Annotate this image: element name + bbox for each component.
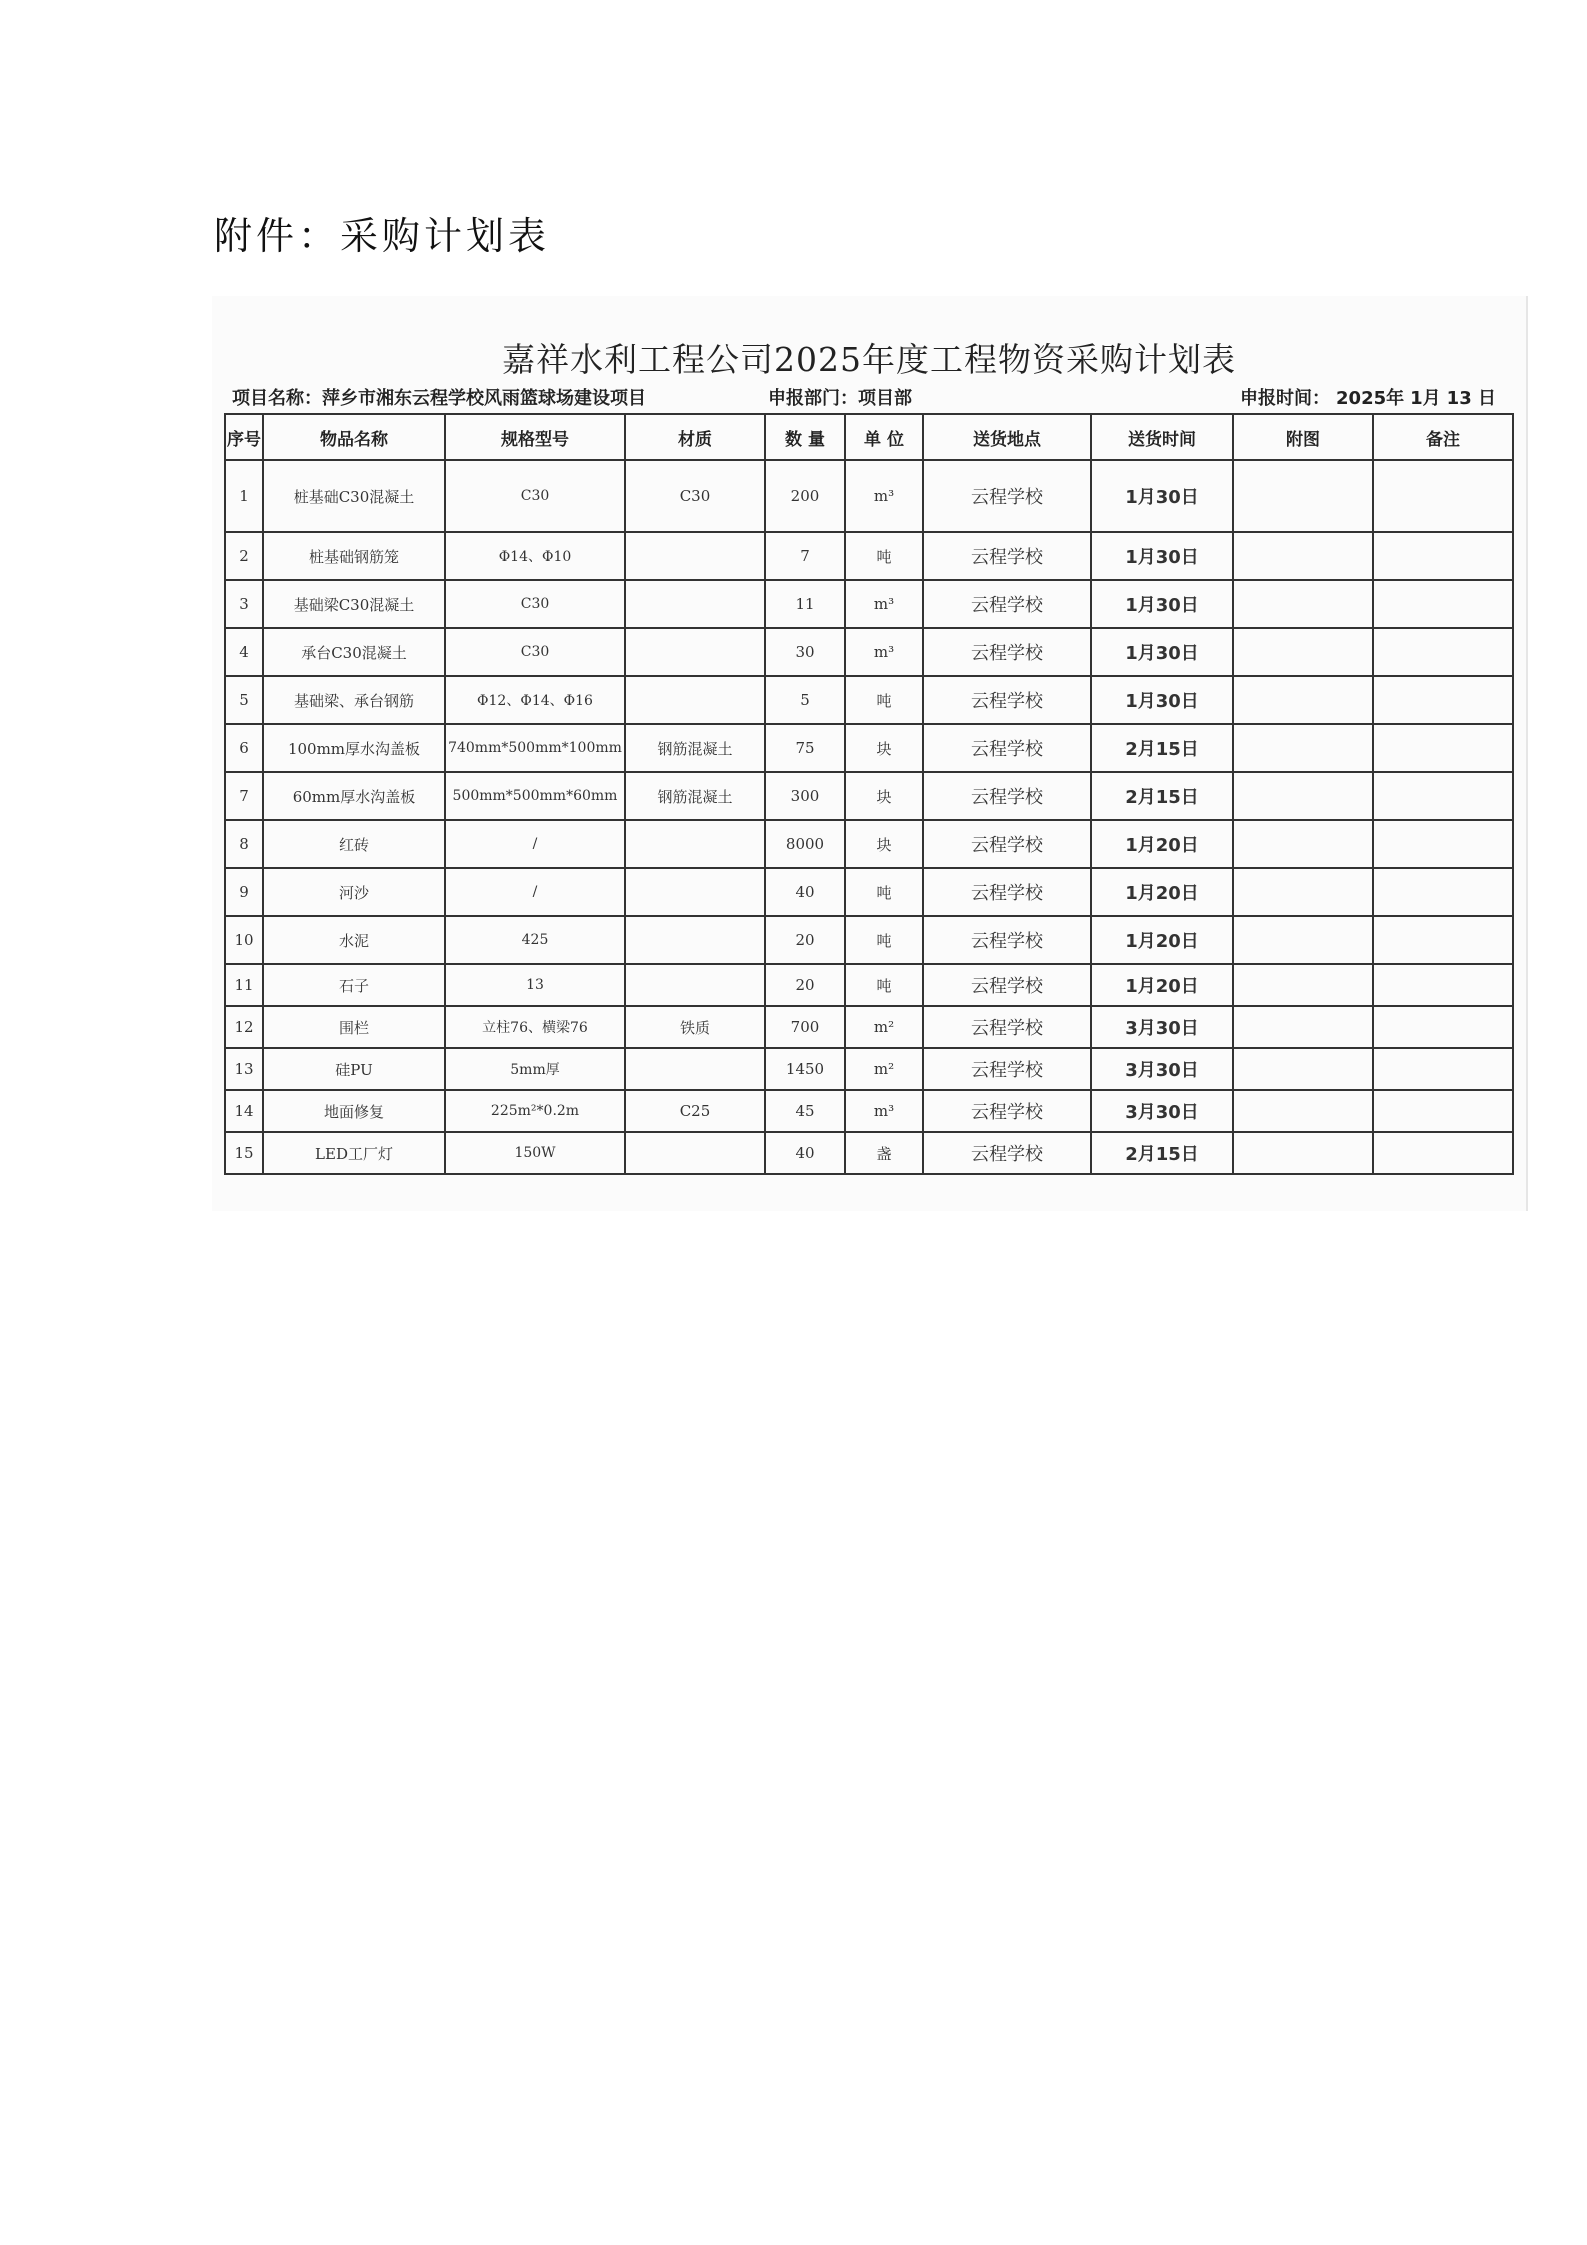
cell-remarks [1373,580,1513,628]
cell-unit: 吨 [845,916,923,964]
cell-quantity: 1450 [765,1048,845,1090]
table-row [225,868,1513,916]
cell-attachment [1233,916,1373,964]
project-name [232,384,646,410]
cell-unit: 吨 [845,676,923,724]
cell-unit: m³ [845,460,923,532]
header-attachment: 附图 [1233,414,1373,460]
cell-item-name: 桩基础钢筋笼 [263,532,445,580]
report-department [768,384,912,410]
cell-unit: m³ [845,628,923,676]
cell-material: C30 [625,460,765,532]
cell-item-name: 水泥 [263,916,445,964]
form-title: 嘉祥水利工程公司2025年度工程物资采购计划表 [502,340,1236,379]
cell-index: 12 [225,1006,263,1048]
cell-item-name: LED工厂灯 [263,1132,445,1174]
cell-delivery-location: 云程学校 [923,724,1091,772]
table-row [225,532,1513,580]
header-quantity: 数 量 [765,414,845,460]
cell-delivery-time: 2月15日 [1091,1132,1233,1174]
cell-attachment [1233,628,1373,676]
table-row [225,580,1513,628]
cell-delivery-location: 云程学校 [923,820,1091,868]
cell-delivery-time: 3月30日 [1091,1048,1233,1090]
cell-remarks [1373,916,1513,964]
cell-quantity: 7 [765,532,845,580]
cell-index: 13 [225,1048,263,1090]
cell-item-name: 石子 [263,964,445,1006]
attachment-title: 附件：采购计划表 [214,214,551,258]
cell-unit: m³ [845,1090,923,1132]
cell-attachment [1233,868,1373,916]
table-row [225,772,1513,820]
cell-spec: / [445,868,625,916]
cell-item-name: 桩基础C30混凝土 [263,460,445,532]
cell-remarks [1373,460,1513,532]
cell-unit: m³ [845,580,923,628]
cell-index: 9 [225,868,263,916]
cell-item-name: 60mm厚水沟盖板 [263,772,445,820]
cell-index: 3 [225,580,263,628]
cell-quantity: 700 [765,1006,845,1048]
cell-spec: 立柱76、横梁76 [445,1006,625,1048]
cell-unit: 块 [845,820,923,868]
table-row [225,964,1513,1006]
cell-index: 5 [225,676,263,724]
cell-spec: 13 [445,964,625,1006]
cell-material [625,676,765,724]
cell-attachment [1233,1006,1373,1048]
cell-attachment [1233,820,1373,868]
cell-spec: 740mm*500mm*100mm [445,724,625,772]
date-year: 2025年 [1336,388,1405,409]
cell-attachment [1233,580,1373,628]
cell-unit: 块 [845,772,923,820]
cell-delivery-location: 云程学校 [923,628,1091,676]
cell-index: 2 [225,532,263,580]
table-row [225,460,1513,532]
cell-quantity: 300 [765,772,845,820]
cell-remarks [1373,1006,1513,1048]
cell-quantity: 8000 [765,820,845,868]
cell-unit: 盏 [845,1132,923,1174]
cell-delivery-location: 云程学校 [923,1132,1091,1174]
cell-attachment [1233,1090,1373,1132]
cell-remarks [1373,868,1513,916]
table-row [225,628,1513,676]
header-item-name: 物品名称 [263,414,445,460]
cell-delivery-time: 1月30日 [1091,460,1233,532]
cell-spec: Φ12、Φ14、Φ16 [445,676,625,724]
cell-delivery-location: 云程学校 [923,580,1091,628]
dept-value: 项目部 [858,388,912,409]
cell-remarks [1373,532,1513,580]
cell-delivery-location: 云程学校 [923,1090,1091,1132]
table-row [225,676,1513,724]
cell-unit: 吨 [845,964,923,1006]
cell-material [625,820,765,868]
cell-attachment [1233,460,1373,532]
cell-material: 钢筋混凝土 [625,772,765,820]
cell-quantity: 40 [765,868,845,916]
cell-delivery-time: 1月30日 [1091,676,1233,724]
cell-spec: 225m²*0.2m [445,1090,625,1132]
table-row [225,1132,1513,1174]
cell-index: 14 [225,1090,263,1132]
cell-material: 钢筋混凝土 [625,724,765,772]
cell-material [625,916,765,964]
cell-remarks [1373,820,1513,868]
header-index: 序号 [225,414,263,460]
cell-delivery-location: 云程学校 [923,460,1091,532]
cell-remarks [1373,1048,1513,1090]
cell-unit: 吨 [845,868,923,916]
table-row [225,1006,1513,1048]
cell-delivery-time: 1月20日 [1091,868,1233,916]
cell-attachment [1233,1048,1373,1090]
header-material: 材质 [625,414,765,460]
cell-remarks [1373,772,1513,820]
scanned-form [212,296,1528,1211]
cell-delivery-time: 1月30日 [1091,580,1233,628]
purchase-plan-table [224,413,1514,1175]
cell-unit: 块 [845,724,923,772]
cell-attachment [1233,1132,1373,1174]
cell-delivery-location: 云程学校 [923,868,1091,916]
cell-delivery-time: 3月30日 [1091,1090,1233,1132]
cell-item-name: 100mm厚水沟盖板 [263,724,445,772]
cell-spec: Φ14、Φ10 [445,532,625,580]
cell-delivery-location: 云程学校 [923,532,1091,580]
cell-item-name: 围栏 [263,1006,445,1048]
project-value: 萍乡市湘东云程学校风雨篮球场建设项目 [322,388,646,409]
cell-attachment [1233,724,1373,772]
cell-material [625,628,765,676]
cell-delivery-location: 云程学校 [923,1048,1091,1090]
cell-quantity: 11 [765,580,845,628]
cell-material: C25 [625,1090,765,1132]
cell-material [625,964,765,1006]
cell-unit: m² [845,1048,923,1090]
cell-spec: 150W [445,1132,625,1174]
cell-delivery-location: 云程学校 [923,1006,1091,1048]
header-unit: 单 位 [845,414,923,460]
cell-spec: C30 [445,460,625,532]
cell-index: 6 [225,724,263,772]
cell-delivery-time: 1月20日 [1091,964,1233,1006]
cell-attachment [1233,772,1373,820]
cell-remarks [1373,1090,1513,1132]
cell-index: 4 [225,628,263,676]
cell-item-name: 承台C30混凝土 [263,628,445,676]
cell-index: 11 [225,964,263,1006]
cell-quantity: 5 [765,676,845,724]
dept-label: 申报部门： [768,388,858,409]
cell-delivery-time: 3月30日 [1091,1006,1233,1048]
cell-quantity: 200 [765,460,845,532]
cell-quantity: 20 [765,916,845,964]
cell-material [625,532,765,580]
cell-delivery-time: 1月30日 [1091,532,1233,580]
cell-delivery-time: 2月15日 [1091,724,1233,772]
cell-delivery-location: 云程学校 [923,964,1091,1006]
cell-remarks [1373,964,1513,1006]
table-row [225,1048,1513,1090]
cell-item-name: 红砖 [263,820,445,868]
table-row [225,820,1513,868]
cell-delivery-time: 1月20日 [1091,916,1233,964]
cell-material [625,580,765,628]
date-day: 13 日 [1446,388,1496,409]
header-delivery-time: 送货时间 [1091,414,1233,460]
cell-spec: 500mm*500mm*60mm [445,772,625,820]
cell-material: 铁质 [625,1006,765,1048]
cell-delivery-time: 1月20日 [1091,820,1233,868]
header-spec: 规格型号 [445,414,625,460]
cell-attachment [1233,964,1373,1006]
cell-item-name: 硅PU [263,1048,445,1090]
cell-index: 15 [225,1132,263,1174]
cell-delivery-time: 2月15日 [1091,772,1233,820]
cell-material [625,1132,765,1174]
cell-remarks [1373,724,1513,772]
date-label: 申报时间： [1240,388,1331,409]
cell-quantity: 75 [765,724,845,772]
cell-quantity: 20 [765,964,845,1006]
cell-spec: 425 [445,916,625,964]
cell-quantity: 30 [765,628,845,676]
report-date [1234,384,1496,410]
cell-quantity: 45 [765,1090,845,1132]
cell-attachment [1233,532,1373,580]
cell-remarks [1373,676,1513,724]
header-remarks: 备注 [1373,414,1513,460]
cell-index: 7 [225,772,263,820]
cell-delivery-location: 云程学校 [923,916,1091,964]
cell-remarks [1373,1132,1513,1174]
cell-index: 8 [225,820,263,868]
header-delivery-location: 送货地点 [923,414,1091,460]
cell-item-name: 基础梁、承台钢筋 [263,676,445,724]
cell-unit: 吨 [845,532,923,580]
cell-delivery-location: 云程学校 [923,772,1091,820]
date-month: 1月 [1410,388,1441,409]
cell-item-name: 河沙 [263,868,445,916]
cell-remarks [1373,628,1513,676]
cell-item-name: 基础梁C30混凝土 [263,580,445,628]
cell-quantity: 40 [765,1132,845,1174]
cell-spec: C30 [445,628,625,676]
table-row [225,724,1513,772]
cell-index: 1 [225,460,263,532]
project-label: 项目名称： [232,388,322,409]
cell-attachment [1233,676,1373,724]
cell-material [625,868,765,916]
cell-delivery-time: 1月30日 [1091,628,1233,676]
cell-index: 10 [225,916,263,964]
cell-spec: / [445,820,625,868]
cell-item-name: 地面修复 [263,1090,445,1132]
cell-unit: m² [845,1006,923,1048]
table-row [225,916,1513,964]
table-header-row [225,414,1513,460]
cell-spec: 5mm厚 [445,1048,625,1090]
cell-material [625,1048,765,1090]
table-row [225,1090,1513,1132]
cell-delivery-location: 云程学校 [923,676,1091,724]
cell-spec: C30 [445,580,625,628]
